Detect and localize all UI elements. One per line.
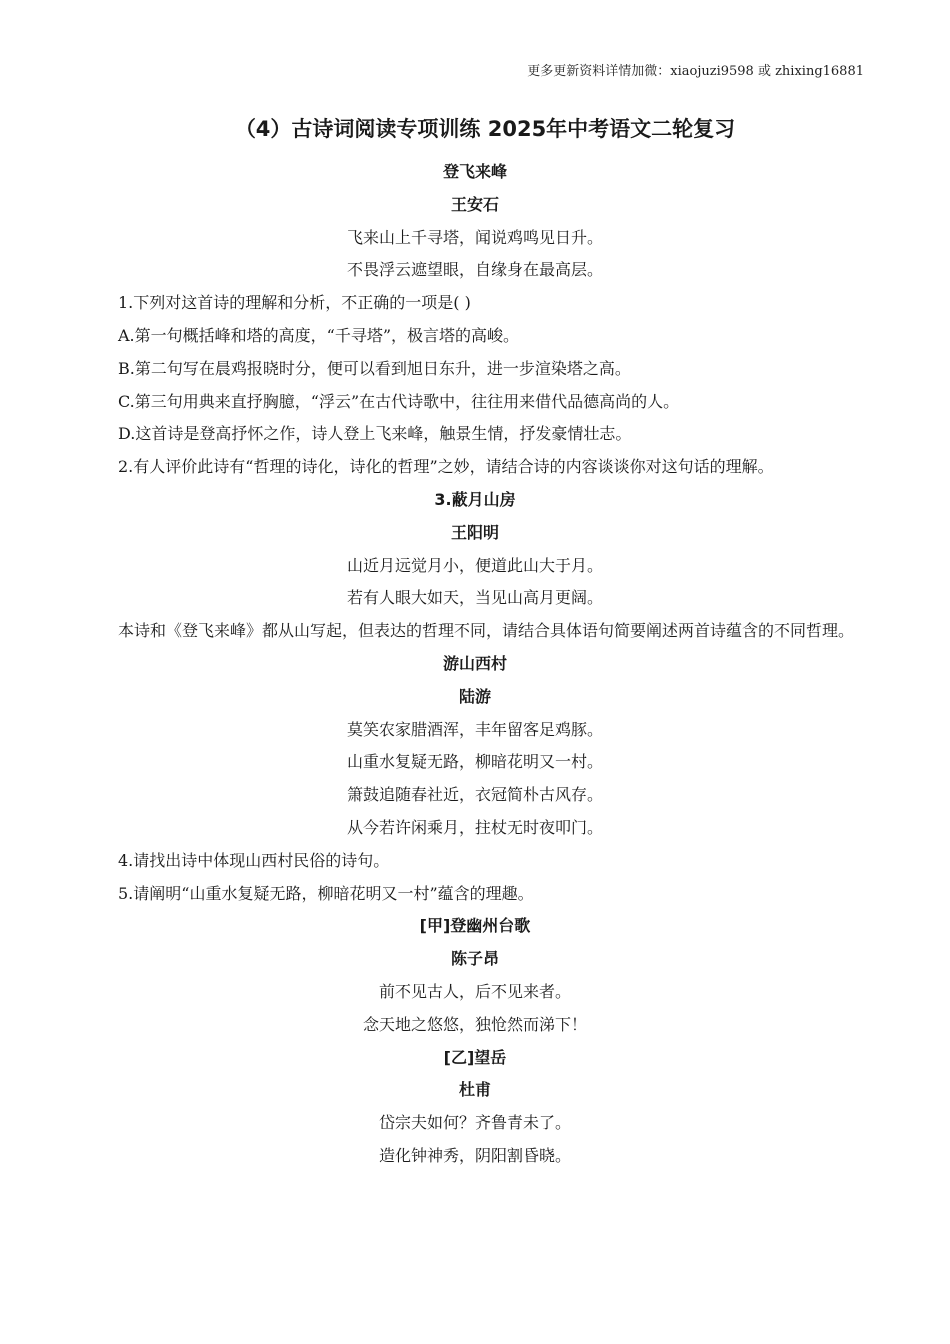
question-1-option-c: C.第三句用典来直抒胸臆，“浮云”在古代诗歌中，往往用来借代品德高尚的人。 xyxy=(118,391,680,411)
question-1-stem: 1.下列对这首诗的理解和分析，不正确的一项是( ) xyxy=(118,293,471,313)
poem-title: [甲]登幽州台歌 xyxy=(419,916,531,936)
question-1-option-a: A.第一句概括峰和塔的高度，“千寻塔”，极言塔的高峻。 xyxy=(118,325,520,345)
poem-line: 莫笑农家腊酒浑，丰年留客足鸡豚。 xyxy=(346,719,603,739)
question-1-option-b: B.第二句写在晨鸡报晓时分，便可以看到旭日东升，进一步渲染塔之高。 xyxy=(118,358,631,378)
poem-title: 3.蔽月山房 xyxy=(434,489,516,509)
poem-title: 游山西村 xyxy=(442,653,507,673)
poem-author: 陆游 xyxy=(458,686,491,706)
poem-line: 岱宗夫如何？齐鲁青未了。 xyxy=(378,1113,571,1133)
poem-line: 飞来山上千寻塔，闻说鸡鸣见日升。 xyxy=(346,227,603,247)
poem-line: 箫鼓追随春社近，衣冠简朴古风存。 xyxy=(346,785,603,805)
poem-line: 若有人眼大如天，当见山高月更阔。 xyxy=(346,588,603,608)
poem-line: 造化钟神秀，阴阳割昏晓。 xyxy=(378,1145,571,1165)
question-4: 4.请找出诗中体现山西村民俗的诗句。 xyxy=(118,850,390,870)
poem-line: 山近月远觉月小，便道此山大于月。 xyxy=(346,555,603,575)
poem-line: 念天地之悠悠，独怆然而涕下！ xyxy=(362,1014,587,1034)
question-2: 2.有人评价此诗有“哲理的诗化，诗化的哲理”之妙，请结合诗的内容谈谈你对这句话的理解。 xyxy=(118,457,774,477)
poem-author: 王安石 xyxy=(450,194,499,214)
question-5: 5.请阐明“山重水复疑无路，柳暗花明又一村”蕴含的理趣。 xyxy=(118,883,534,903)
poem-title: 登飞来峰 xyxy=(442,162,507,181)
poem-line: 前不见古人，后不见来者。 xyxy=(378,981,571,1001)
document-body xyxy=(86,112,864,1173)
poem-author: 杜甫 xyxy=(458,1080,491,1100)
poem-title: [乙]望岳 xyxy=(443,1047,507,1067)
poem-author: 王阳明 xyxy=(450,522,499,542)
poem-line: 不畏浮云遮望眼，自缘身在最高层。 xyxy=(346,260,603,280)
header-note: 更多更新资料详情加微：xiaojuzi9598 或 zhixing16881 xyxy=(527,64,864,79)
question-1-option-d: D.这首诗是登高抒怀之作，诗人登上飞来峰，触景生情，抒发豪情壮志。 xyxy=(118,424,632,444)
question-3: 本诗和《登飞来峰》都从山写起，但表达的哲理不同，请结合具体语句简要阐述两首诗蕴含的不同哲理。 xyxy=(118,621,855,641)
poem-author: 陈子昂 xyxy=(450,949,499,969)
document-title: （4）古诗词阅读专项训练 2025年中考语文二轮复习 xyxy=(234,117,736,141)
poem-line: 从今若许闲乘月，拄杖无时夜叩门。 xyxy=(346,817,603,837)
poem-line: 山重水复疑无路，柳暗花明又一村。 xyxy=(346,752,603,772)
